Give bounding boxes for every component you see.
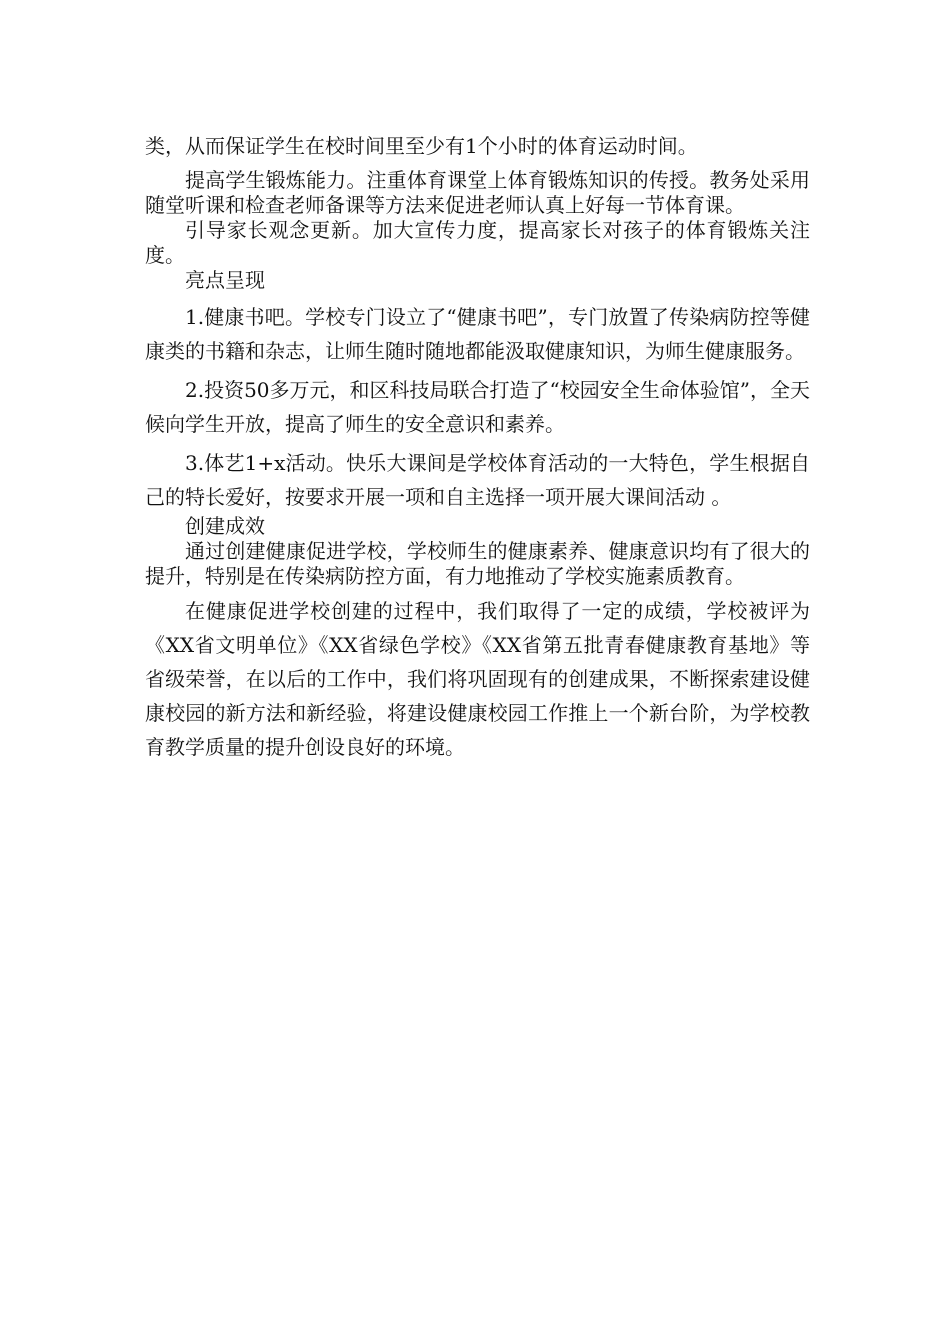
paragraph-safety-museum: 2.投资50多万元，和区科技局联合打造了“校园安全生命体验馆”，全天候向学生开放，提高了师生的安全意识和素养。	[145, 378, 810, 436]
paragraph-honors: 在健康促进学校创建的过程中，我们取得了一定的成绩，学校被评为《XX省文明单位》《XX省绿色学校》《XX省第五批青春健康教育基地》等省级荣誉，在以后的工作中，我们将巩固现有的创建成果，不断探索建设健康校园的新方法和新经验，将建设健康校园工作推上一个新台阶，为学校教育教学质量的提升创设良好的环境。	[145, 599, 810, 759]
paragraph-training-ability: 提高学生锻炼能力。注重体育课堂上体育锻炼知识的传授。教务处采用随堂听课和检查老师备课等方法来促进老师认真上好每一节体育课。	[145, 168, 810, 217]
paragraph-parent-guidance: 引导家长观念更新。加大宣传力度，提高家长对孩子的体育锻炼关注度。	[145, 218, 810, 267]
document-body	[145, 134, 810, 764]
heading-results: 创建成效	[185, 514, 265, 538]
paragraph-continuation: 类，从而保证学生在校时间里至少有1个小时的体育运动时间。	[145, 134, 698, 158]
paragraph-health-book-bar: 1.健康书吧。学校专门设立了“健康书吧”，专门放置了传染病防控等健康类的书籍和杂志，让师生随时随地都能汲取健康知识，为师生健康服务。	[145, 305, 810, 363]
paragraph-sports-activity: 3.体艺1+x活动。快乐大课间是学校体育活动的一大特色，学生根据自己的特长爱好，按要求开展一项和自主选择一项开展大课间活动 。	[145, 451, 810, 509]
heading-highlights: 亮点呈现	[185, 268, 265, 292]
paragraph-results-summary: 通过创建健康促进学校，学校师生的健康素养、健康意识均有了很大的提升，特别是在传染病防控方面，有力地推动了学校实施素质教育。	[145, 539, 810, 588]
